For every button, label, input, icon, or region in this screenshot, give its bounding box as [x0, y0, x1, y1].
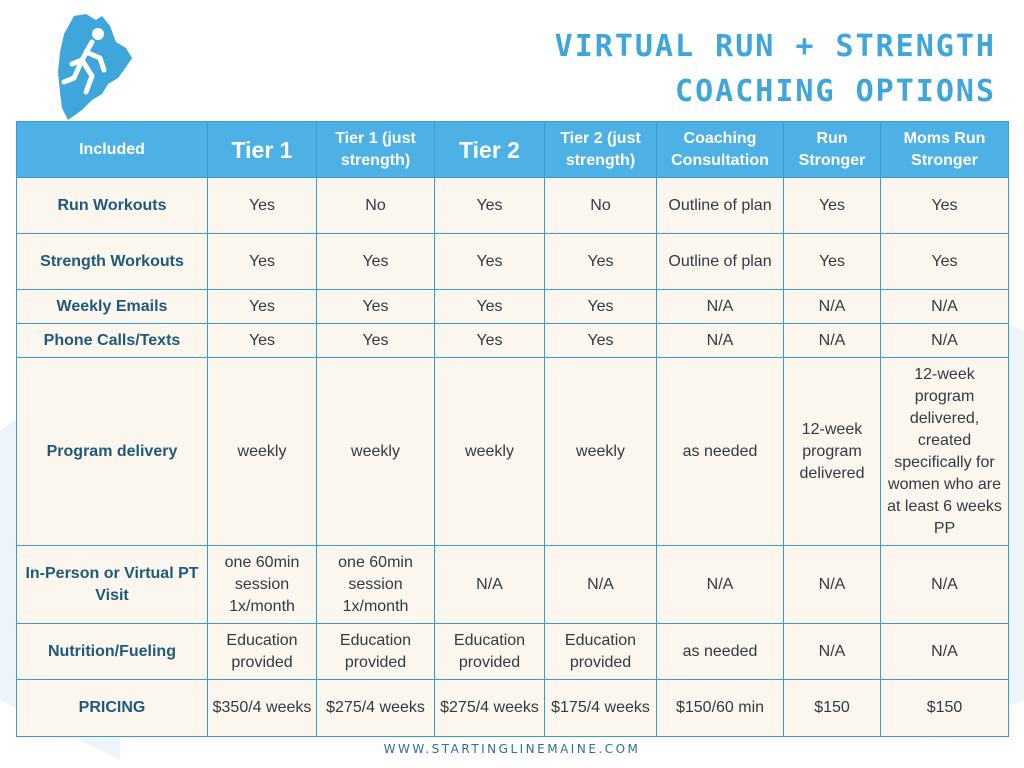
table-cell: Yes [545, 290, 657, 324]
table-cell: Yes [435, 234, 545, 290]
table-cell: N/A [784, 546, 881, 624]
table-cell: No [317, 178, 435, 234]
table-cell: 12-week program delivered [784, 358, 881, 546]
row-label: Nutrition/Fueling [17, 624, 208, 680]
header-run-stronger: Run Stronger [784, 122, 881, 178]
header-tier-2-just-strength: Tier 2 (just strength) [545, 122, 657, 178]
table-cell: Yes [208, 178, 317, 234]
table-cell: Yes [317, 234, 435, 290]
row-label: PRICING [17, 680, 208, 737]
row-label: Phone Calls/Texts [17, 324, 208, 358]
table-cell: No [545, 178, 657, 234]
table-cell: N/A [657, 546, 784, 624]
table-cell: N/A [881, 624, 1009, 680]
table-cell: N/A [784, 624, 881, 680]
table-cell: N/A [881, 546, 1009, 624]
table-cell: Outline of plan [657, 234, 784, 290]
row-label: Program delivery [17, 358, 208, 546]
table-cell: $275/4 weeks [435, 680, 545, 737]
page-title [555, 24, 996, 114]
table-cell: Yes [784, 178, 881, 234]
table-cell: Education provided [317, 624, 435, 680]
table-cell: weekly [545, 358, 657, 546]
table-row [17, 324, 1009, 358]
table-cell: Yes [784, 234, 881, 290]
header-tier-1: Tier 1 [208, 122, 317, 178]
table-cell: $175/4 weeks [545, 680, 657, 737]
table-cell: Yes [545, 324, 657, 358]
table-cell: $150 [784, 680, 881, 737]
header-row [17, 122, 1009, 178]
table-cell: 12-week program delivered, created specifically for women who are at least 6 weeks PP [881, 358, 1009, 546]
table-cell: N/A [657, 324, 784, 358]
table-cell: Yes [208, 290, 317, 324]
table-cell: as needed [657, 624, 784, 680]
table-cell: $275/4 weeks [317, 680, 435, 737]
table-cell: one 60min session 1x/month [317, 546, 435, 624]
table-cell: Yes [881, 234, 1009, 290]
table-cell: N/A [784, 324, 881, 358]
table-cell: $350/4 weeks [208, 680, 317, 737]
table-cell: N/A [881, 324, 1009, 358]
table-cell: Yes [208, 324, 317, 358]
table-cell: Yes [881, 178, 1009, 234]
table-row [17, 546, 1009, 624]
row-label: Weekly Emails [17, 290, 208, 324]
table-cell: Yes [435, 324, 545, 358]
header-tier-2: Tier 2 [435, 122, 545, 178]
title-line-1: VIRTUAL RUN + STRENGTH [554, 29, 996, 64]
table-row [17, 624, 1009, 680]
table-cell: weekly [435, 358, 545, 546]
table-cell: Yes [435, 290, 545, 324]
row-label: Strength Workouts [17, 234, 208, 290]
header-included: Included [17, 122, 208, 178]
table-cell: Education provided [545, 624, 657, 680]
table-cell: N/A [435, 546, 545, 624]
table-cell: weekly [317, 358, 435, 546]
table-row [17, 234, 1009, 290]
table-cell: N/A [657, 290, 784, 324]
header-tier-1-just-strength: Tier 1 (just strength) [317, 122, 435, 178]
website-url[interactable]: WWW.STARTINGLINEMAINE.COM [383, 742, 641, 756]
table-cell: Education provided [435, 624, 545, 680]
table-cell: N/A [545, 546, 657, 624]
header-coaching-consultation: Coaching Consultation [657, 122, 784, 178]
title-line-2: COACHING OPTIONS [675, 74, 996, 109]
table-cell: N/A [881, 290, 1009, 324]
maine-runner-logo-icon [52, 12, 136, 124]
table-row [17, 178, 1009, 234]
table-cell: Yes [317, 290, 435, 324]
table-cell: Outline of plan [657, 178, 784, 234]
table-cell: as needed [657, 358, 784, 546]
header-moms-run-stronger: Moms Run Stronger [881, 122, 1009, 178]
table-row [17, 358, 1009, 546]
table-cell: $150 [881, 680, 1009, 737]
table-cell: N/A [784, 290, 881, 324]
table-cell: $150/60 min [657, 680, 784, 737]
table-cell: Yes [208, 234, 317, 290]
row-label: In-Person or Virtual PT Visit [17, 546, 208, 624]
table-row [17, 290, 1009, 324]
table-cell: Yes [435, 178, 545, 234]
table-cell: one 60min session 1x/month [208, 546, 317, 624]
row-label: Run Workouts [17, 178, 208, 234]
table-cell: weekly [208, 358, 317, 546]
table-row [17, 680, 1009, 737]
table-cell: Education provided [208, 624, 317, 680]
table-cell: Yes [317, 324, 435, 358]
coaching-options-table [16, 121, 1009, 737]
table-cell: Yes [545, 234, 657, 290]
